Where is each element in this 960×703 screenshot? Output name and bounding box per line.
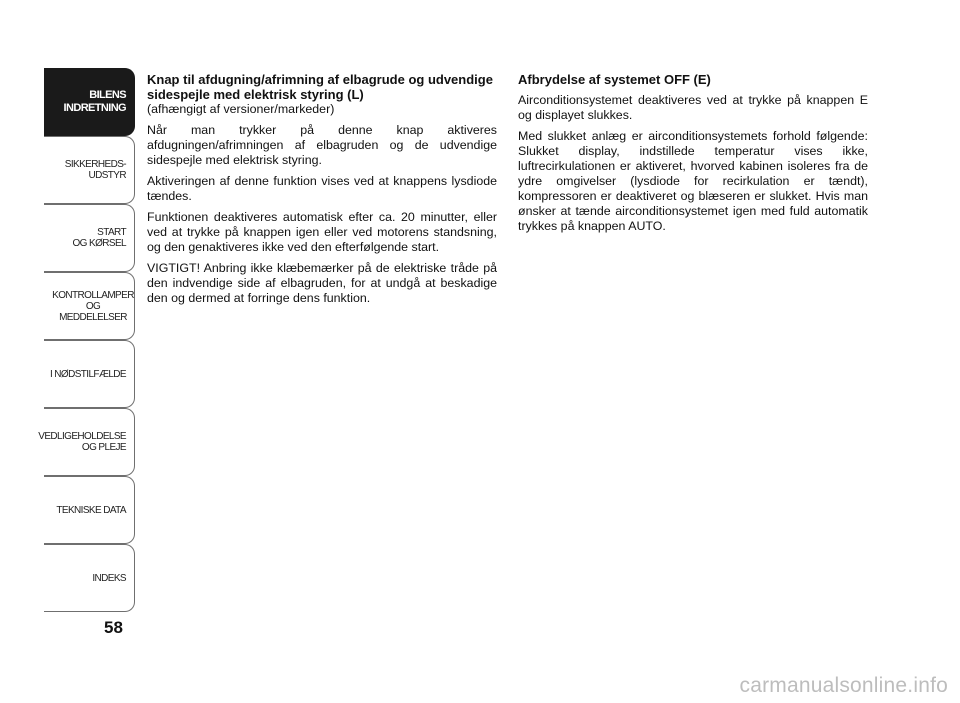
tab-start-og-korsel[interactable]	[44, 204, 135, 272]
tab-label: TEKNISKE DATA	[56, 504, 126, 516]
paragraph: Med slukket anlæg er airconditionsystemets forhold følgende: Slukket display, indstillede temperatur vises ikke, luftrecirkulationen er aktiveret, hvorved kabinen isoleres fra de ydre omgivelser (lysdiode for recirkulation er tændt), kompressoren er deaktiveret og blæseren er slukket. Hvis man ønsker at tænde airconditionsystemet igen med fuld automatik trykkes på knappen AUTO.	[518, 129, 868, 233]
right-column	[518, 72, 868, 240]
tab-label: INDEKS	[92, 572, 126, 584]
tab-label: VEDLIGEHOLDELSE OG PLEJE	[38, 431, 126, 453]
paragraph: VIGTIGT! Anbring ikke klæbemærker på de elektriske tråde på den indvendige side af elbagruden, for at undgå at beskadige den og dermed at forringe dens funktion.	[147, 261, 497, 305]
tab-bilens-indretning[interactable]	[44, 68, 135, 136]
tab-i-nodstilfaelde[interactable]	[44, 340, 135, 408]
tab-indeks[interactable]	[44, 544, 135, 612]
section-heading-defrost: Knap til afdugning/afrimning af elbagrude og udvendige sidespejle med elektrisk styring (L)	[147, 72, 493, 102]
tab-kontrollamper[interactable]	[44, 272, 135, 340]
tab-vedligeholdelse[interactable]	[38, 408, 135, 476]
section-subheading: (afhængigt af versioner/markeder)	[147, 102, 335, 116]
left-column	[147, 72, 497, 312]
tab-label: BILENS INDRETNING	[63, 89, 126, 114]
section-heading-off: Afbrydelse af systemet OFF (E)	[518, 72, 711, 87]
paragraph: Funktionen deaktiveres automatisk efter ca. 20 minutter, eller ved at trykke på knappen igen eller ved motorens standsning, og den genaktiveres ikke ved den efterfølgende start.	[147, 210, 497, 254]
chapter-tabs	[38, 68, 136, 612]
paragraph: Når man trykker på denne knap aktiveres afdugningen/afrimningen af elbagruden og de udvendige sidespejle med elektrisk styring.	[147, 123, 497, 167]
paragraph: Aktiveringen af denne funktion vises ved at knappens lysdiode tændes.	[147, 174, 497, 203]
tab-sikkerhedsudstyr[interactable]	[44, 136, 135, 204]
watermark: carmanualsonline.info	[739, 674, 948, 697]
tab-label: START OG KØRSEL	[72, 227, 126, 249]
tab-label: KONTROLLAMPER OG MEDDELELSER	[52, 289, 134, 323]
paragraph: Airconditionsystemet deaktiveres ved at trykke på knappen E og displayet slukkes.	[518, 93, 868, 122]
tab-tekniske-data[interactable]	[44, 476, 135, 544]
tab-label: SIKKERHEDS- UDSTYR	[64, 159, 126, 181]
page-number: 58	[104, 618, 123, 637]
tab-label: I NØDSTILFÆLDE	[49, 368, 126, 380]
